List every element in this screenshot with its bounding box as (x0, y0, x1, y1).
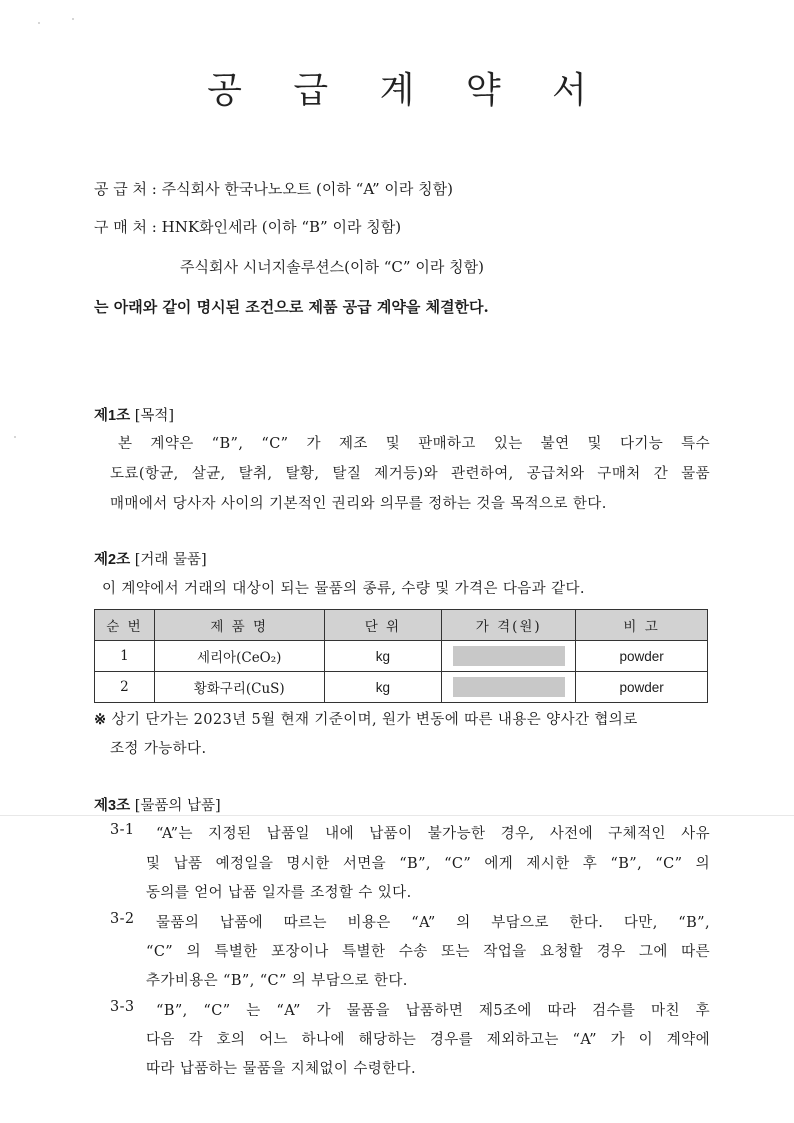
clause-line: 동의를 얻어 납품 일자를 조정할 수 있다. (146, 885, 412, 901)
scan-speck (14, 436, 16, 438)
cell-note: powder (576, 672, 708, 703)
scan-speck (72, 18, 74, 20)
table-row (95, 672, 708, 703)
clause-line: 물품의 납품에 따르는 비용은 “A” 의 부담으로 한다. 다만, “B”, (156, 915, 710, 931)
cell-unit: kg (324, 641, 442, 672)
buyer-name-2: 주식회사 시너지솔루션스(이하 “C” 이라 칭함) (180, 258, 484, 276)
article-1-line: 도료(항균, 살균, 탈취, 탈황, 탈질 제거등)와 관련하여, 공급처와 구매처 간 물품 (110, 466, 710, 482)
cell-unit: kg (324, 672, 442, 703)
clause-line: “B”, “C” 는 “A” 가 물품을 납품하면 제5조에 따라 검수를 마친 후 (156, 1003, 710, 1019)
buyer-name-1: HNK화인세라 (이하 “B” 이라 칭함) (161, 218, 402, 236)
clause-line: 따라 납품하는 물품을 지체없이 수령한다. (146, 1061, 416, 1077)
col-header-price: 가 격(원) (442, 610, 576, 641)
supplier-name: 주식회사 한국나노오트 (이하 “A” 이라 칭함) (161, 180, 453, 198)
clause-line: “A”는 지정된 납품일 내에 납품이 불가능한 경우, 사전에 구체적인 사유 (156, 826, 710, 842)
col-header-seq: 순 번 (95, 610, 155, 641)
article-3-number: 제3조 (94, 798, 131, 814)
buyer-row (94, 216, 401, 237)
scan-speck (38, 22, 40, 24)
article-3-heading (94, 794, 221, 815)
note-line: 상기 단가는 2023년 5월 현재 기준이며, 원가 변동에 따른 내용은 양사간 협의로 (111, 712, 638, 728)
article-2-heading (94, 548, 207, 569)
col-header-product: 제 품 명 (154, 610, 324, 641)
table-row (95, 641, 708, 672)
cell-seq: 1 (95, 641, 155, 672)
scan-line (0, 815, 794, 816)
note-line: 조정 가능하다. (110, 741, 207, 757)
article-3-title: [물품의 납품] (134, 798, 221, 814)
clause-number: 3-3 (110, 999, 135, 1015)
buyer-label: 구 매 처 : (94, 218, 157, 236)
article-2-intro: 이 계약에서 거래의 대상이 되는 물품의 종류, 수량 및 가격은 다음과 같다. (102, 581, 585, 597)
cell-product: 세리아(CeO₂) (154, 641, 324, 672)
clause-line: 및 납품 예정일을 명시한 서면을 “B”, “C” 에게 제시한 후 “B”, “C” 의 (146, 856, 710, 872)
col-header-note: 비 고 (576, 610, 708, 641)
cell-price (442, 641, 576, 672)
supplier-row (94, 178, 453, 199)
clause-number: 3-1 (110, 822, 135, 838)
price-note (94, 708, 638, 729)
table-header-row (95, 610, 708, 641)
col-header-unit: 단 위 (324, 610, 442, 641)
clause-line: “C” 의 특별한 포장이나 특별한 수송 또는 작업을 요청할 경우 그에 따른 (146, 944, 710, 960)
cell-seq: 2 (95, 672, 155, 703)
redacted-price (453, 646, 565, 666)
article-1-number: 제1조 (94, 408, 131, 424)
article-1-line: 본 계약은 “B”, “C” 가 제조 및 판매하고 있는 불연 및 다기능 특수 (118, 436, 710, 452)
cell-price (442, 672, 576, 703)
product-table (94, 609, 708, 703)
redacted-price (453, 677, 565, 697)
article-1-heading (94, 404, 174, 425)
clause-line: 추가비용은 “B”, “C” 의 부담으로 한다. (146, 973, 408, 989)
cell-product: 황화구리(CuS) (154, 672, 324, 703)
cell-note: powder (576, 641, 708, 672)
supplier-label: 공 급 처 : (94, 180, 157, 198)
note-mark: ※ (94, 711, 107, 728)
article-1-title: [목적] (134, 408, 175, 424)
clause-number: 3-2 (110, 911, 135, 927)
article-2-title: [거래 물품] (134, 552, 207, 568)
contract-statement: 는 아래와 같이 명시된 조건으로 제품 공급 계약을 체결한다. (94, 298, 489, 316)
document-title: 공 급 계 약 서 (207, 70, 607, 111)
article-2-number: 제2조 (94, 552, 131, 568)
article-1-line: 매매에서 당사자 사이의 기본적인 권리와 의무를 정하는 것을 목적으로 한다. (110, 496, 607, 512)
clause-line: 다음 각 호의 어느 하나에 해당하는 경우를 제외하고는 “A” 가 이 계약에 (146, 1032, 710, 1048)
